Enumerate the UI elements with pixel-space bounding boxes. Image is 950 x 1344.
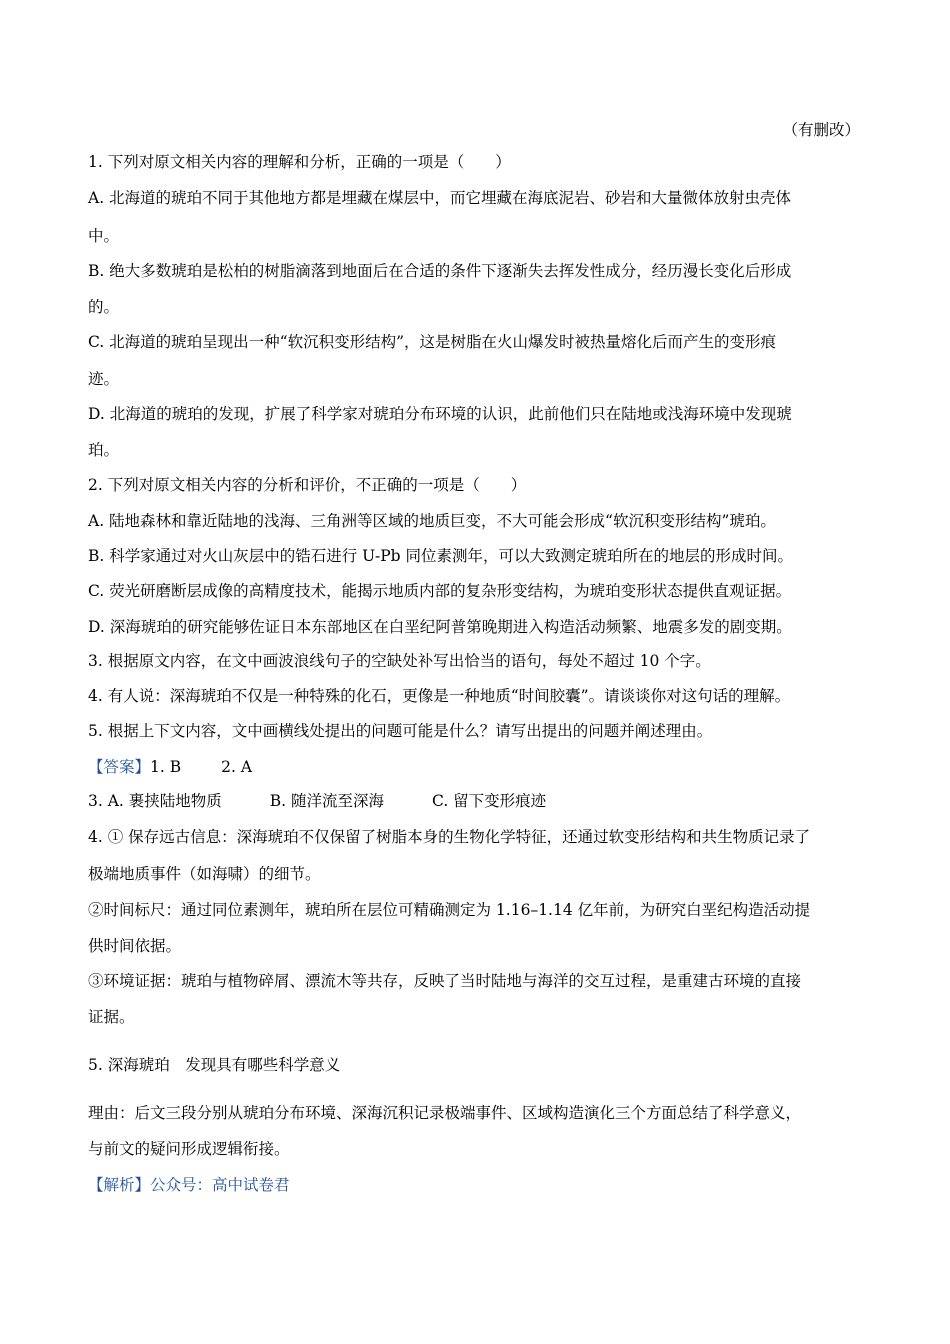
q2-option-c: C. 荧光研磨断层成像的高精度技术，能揭示地质内部的复杂形变结构，为琥珀变形状态提供直观证据。 [88, 582, 792, 600]
q2-option-a: A. 陆地森林和靠近陆地的浅海、三角洲等区域的地质巨变，不大可能会形成“软沉积变形结构”琥珀。 [88, 512, 776, 530]
answer-5: 5. 深海琥珀 发现具有哪些科学意义 [88, 1056, 341, 1074]
q1-option-a: A. 北海道的琥珀不同于其他地方都是埋藏在煤层中，而它埋藏在海底泥岩、砂岩和大量微体放射虫壳体 [88, 189, 792, 207]
answer-4-p2-cont: 供时间依据。 [88, 937, 182, 955]
q5-stem: 5. 根据上下文内容，文中画横线处提出的问题可能是什么？请写出提出的问题并阐述理由。 [88, 722, 713, 740]
q1-option-d-cont: 珀。 [88, 441, 120, 459]
source-note: （有删改） [782, 121, 860, 139]
q1-stem: 1. 下列对原文相关内容的理解和分析，正确的一项是（ ） [88, 153, 511, 171]
q1-option-c: C. 北海道的琥珀呈现出一种“软沉积变形结构”，这是树脂在火山爆发时被热量熔化后而产生的变形痕 [88, 333, 777, 351]
q2-option-d: D. 深海琥珀的研究能够佐证日本东部地区在白垩纪阿普第晚期进入构造活动频繁、地震多发的剧变期。 [88, 618, 792, 636]
analysis-tag: 【解析】 [88, 1176, 151, 1194]
answer-4-p3: ③环境证据：琥珀与植物碎屑、漂流木等共存，反映了当时陆地与海洋的交互过程，是重建古环境的直接 [88, 972, 802, 990]
answer-2: 2. A [221, 758, 253, 776]
q4-stem: 4. 有人说：深海琥珀不仅是一种特殊的化石，更像是一种地质“时间胶囊”。请谈谈你对这句话的理解。 [88, 687, 791, 705]
q1-option-b-cont: 的。 [88, 298, 120, 316]
answer-4-p1: 4. ① 保存远古信息：深海琥珀不仅保留了树脂本身的生物化学特征，还通过软变形结构和共生物质记录了 [88, 828, 811, 846]
analysis-text: 公众号：高中试卷君 [150, 1176, 290, 1194]
answer-1: 1. B [150, 758, 182, 776]
answer-4-p3-cont: 证据。 [88, 1008, 135, 1026]
answer-tag: 【答案】 [88, 758, 151, 776]
answer-4-p1-cont: 极端地质事件（如海啸）的细节。 [88, 865, 321, 883]
answer-5-reason-cont: 与前文的疑问形成逻辑衔接。 [88, 1140, 290, 1158]
q2-stem: 2. 下列对原文相关内容的分析和评价，不正确的一项是（ ） [88, 476, 527, 494]
answer-line [88, 757, 252, 777]
q2-option-b: B. 科学家通过对火山灰层中的锆石进行 U-Pb 同位素测年，可以大致测定琥珀所在的地层的形成时间。 [88, 547, 793, 565]
q1-option-d: D. 北海道的琥珀的发现，扩展了科学家对琥珀分布环境的认识，此前他们只在陆地或浅海环境中发现琥 [88, 405, 792, 423]
answer-5-reason: 理由：后文三段分别从琥珀分布环境、深海沉积记录极端事件、区域构造演化三个方面总结了科学意义， [88, 1104, 802, 1122]
q1-option-c-cont: 迹。 [88, 370, 120, 388]
answer-3-b: B. 随洋流至深海 [269, 792, 385, 810]
analysis-line [88, 1175, 290, 1195]
answer-4-p2: ②时间标尺：通过同位素测年，琥珀所在层位可精确测定为 1.16–1.14 亿年前，为研究白垩纪构造活动提 [88, 901, 811, 919]
q1-option-a-cont: 中。 [88, 227, 120, 245]
q1-option-b: B. 绝大多数琥珀是松柏的树脂滴落到地面后在合适的条件下逐渐失去挥发性成分，经历漫长变化后形成 [88, 262, 792, 280]
answer-3-c: C. 留下变形痕迹 [432, 792, 547, 810]
q3-stem: 3. 根据原文内容，在文中画波浪线句子的空缺处补写出恰当的语句，每处不超过 10 个字。 [88, 652, 711, 670]
answer-3-a: 3. A. 裹挟陆地物质 [88, 792, 222, 810]
answer-3 [88, 791, 546, 811]
